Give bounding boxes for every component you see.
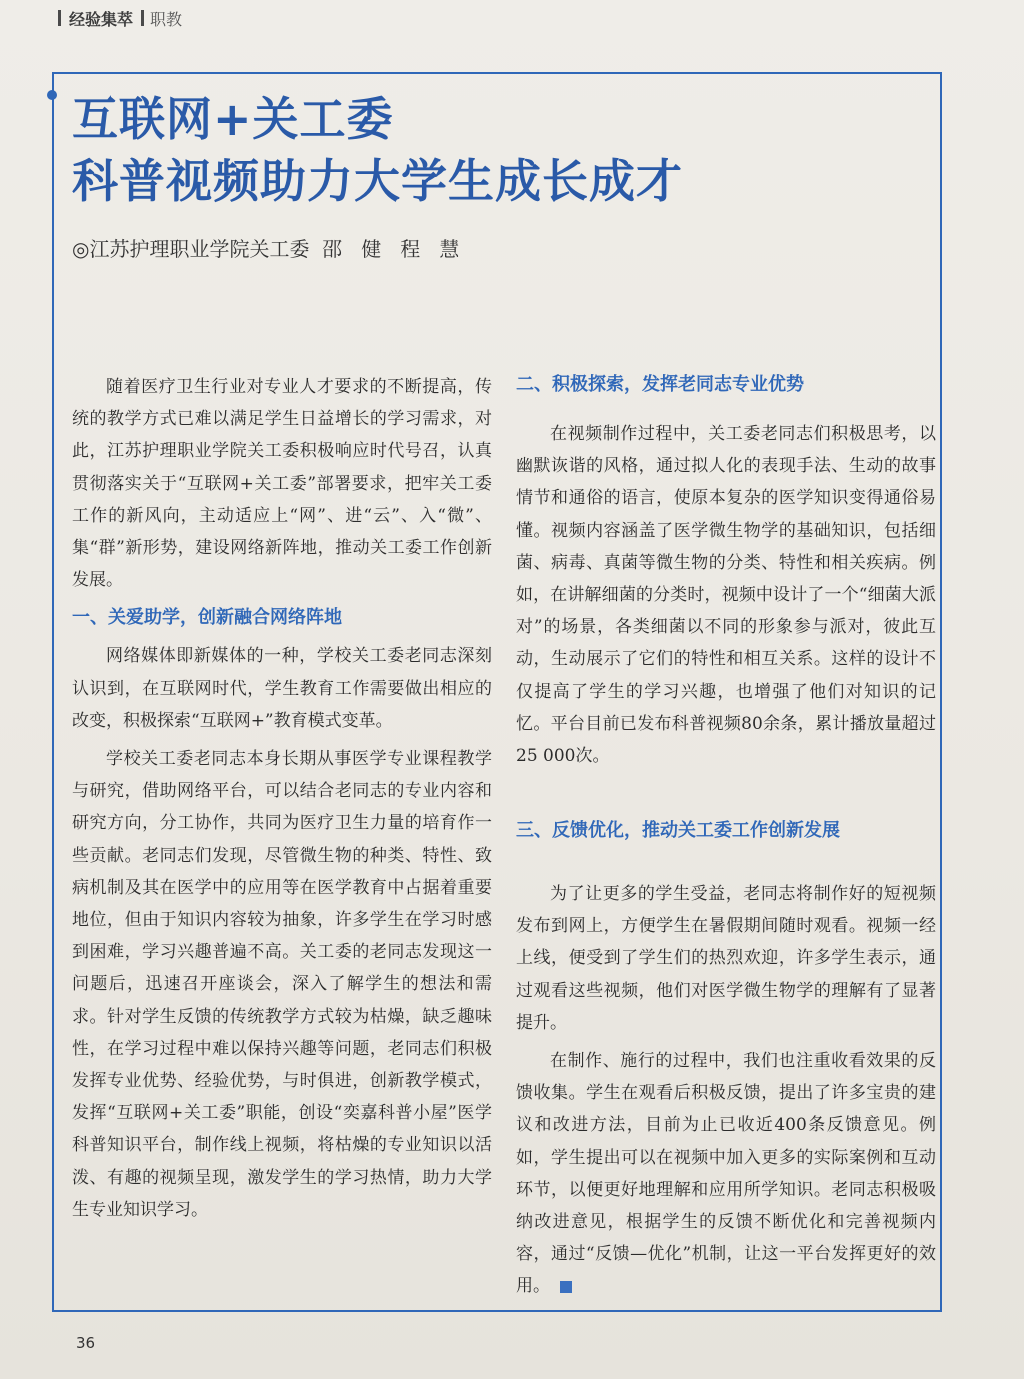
header-category: 职教: [150, 9, 183, 29]
section-heading-3: 三、反馈优化，推动关工委工作创新发展: [516, 820, 840, 841]
left-column: [72, 371, 492, 1226]
article-author: ◎江苏护理职业学院关工委 邵 健 程 慧: [72, 237, 460, 261]
header-section: 经验集萃: [69, 9, 134, 29]
intro-paragraph: 随着医疗卫生行业对专业人才要求的不断提高，传统的教学方式已难以满足学生日益增长的学习需求，对此，江苏护理职业学院关工委积极响应时代号召，认真贯彻落实关于“互联网+关工委”部署要求，把牢关工委工作的新风向，主动适应上“网”、进“云”、入“微”、集“群”新形势，建设网络新阵地，推动关工委工作创新发展。: [72, 377, 492, 591]
article-title: [72, 88, 683, 212]
paragraph-5: 在制作、施行的过程中，我们也注重收看效果的反馈收集。学生在观看后积极反馈，提出了许多宝贵的建议和改进方法，目前为止已收近400条反馈意见。例如，学生提出可以在视频中加入更多的实际案例和互动环节，以便更好地理解和应用所学知识。老同志积极吸纳改进意见，根据学生的反馈不断优化和完善视频内容，通过“反馈—优化”机制，让这一平台发挥更好的效用。: [516, 1051, 936, 1297]
paragraph-2: 学校关工委老同志本身长期从事医学专业课程教学与研究，借助网络平台，可以结合老同志的专业内容和研究方向，分工协作，共同为医疗卫生力量的培育作一些贡献。老同志们发现，尽管微生物的种类、特性、致病机制及其在医学中的应用等在医学教育中占据着重要地位，但由于知识内容较为抽象，许多学生在学习时感到困难，学习兴趣普遍不高。关工委的老同志发现这一问题后，迅速召开座谈会，深入了解学生的想法和需求。针对学生反馈的传统教学方式较为枯燥，缺乏趣味性，在学习过程中难以保持兴趣等问题，老同志们积极发挥专业优势、经验优势，与时俱进，创新教学模式，发挥“互联网+关工委”职能，创设“奕嘉科普小屋”医学科普知识平台，制作线上视频，将枯燥的专业知识以活泼、有趣的视频呈现，激发学生的学习热情，助力大学生专业知识学习。: [72, 749, 492, 1220]
header-bar: [58, 10, 61, 26]
page-header: [58, 6, 182, 30]
paragraph-4: 为了让更多的学生受益，老同志将制作好的短视频发布到网上，方便学生在暑假期间随时观看。视频一经上线，便受到了学生们的热烈欢迎，许多学生表示，通过观看这些视频，他们对医学微生物学的理解有了显著提升。: [516, 884, 936, 1033]
end-mark-icon: [560, 1281, 572, 1293]
right-column-lower: [516, 878, 936, 1303]
paragraph-1: 网络媒体即新媒体的一种，学校关工委老同志深刻认识到，在互联网时代，学生教育工作需要做出相应的改变，积极探索“互联网+”教育模式变革。: [72, 646, 492, 731]
frame-dot: [47, 90, 57, 100]
title-line-1: 互联网+关工委: [72, 92, 394, 146]
page-number: 36: [76, 1334, 96, 1352]
section-heading-2: 二、积极探索，发挥老同志专业优势: [516, 374, 804, 395]
paragraph-3: 在视频制作过程中，关工委老同志们积极思考，以幽默诙谐的风格，通过拟人化的表现手法、生动的故事情节和通俗的语言，使原本复杂的医学知识变得通俗易懂。视频内容涵盖了医学微生物学的基础知识，包括细菌、病毒、真菌等微生物的分类、特性和相关疾病。例如，在讲解细菌的分类时，视频中设计了一个“细菌大派对”的场景，各类细菌以不同的形象参与派对，彼此互动，生动展示了它们的特性和相互关系。这样的设计不仅提高了学生的学习兴趣，也增强了他们对知识的记忆。平台目前已发布科普视频80余条，累计播放量超过25 000次。: [516, 424, 936, 767]
section-heading-1: 一、关爱助学，创新融合网络阵地: [72, 607, 342, 629]
right-column: [516, 418, 936, 772]
header-divider: [141, 10, 144, 26]
paragraph-5-wrap: [516, 1045, 936, 1303]
title-line-2: 科普视频助力大学生成长成才: [72, 154, 683, 208]
